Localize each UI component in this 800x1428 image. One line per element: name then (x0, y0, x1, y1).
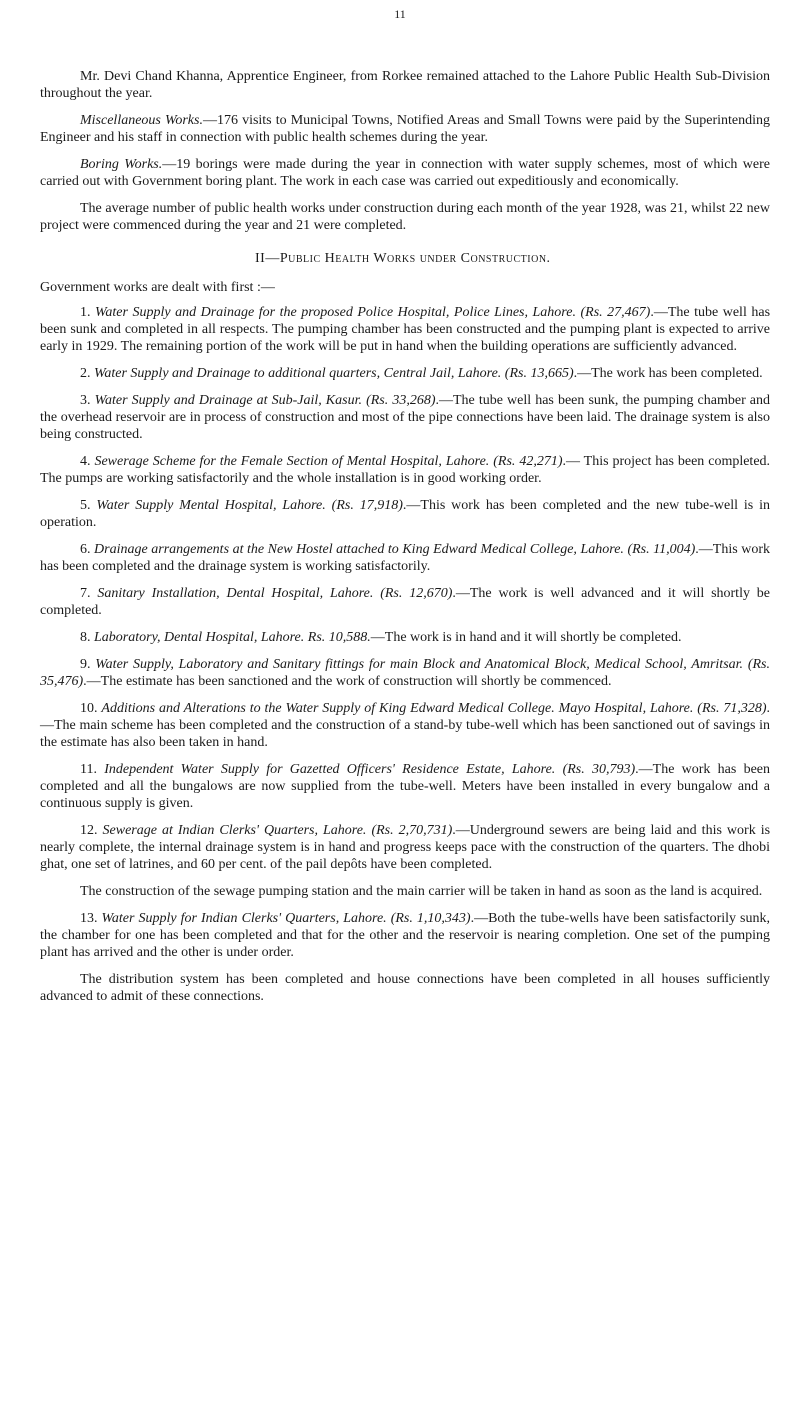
item-cost: (Rs. 71,328) (697, 701, 767, 716)
item-text: —The work is in hand and it will shortly be completed. (370, 630, 682, 645)
page-number: 11 (394, 7, 406, 21)
item-cost: (Rs. 27,467) (580, 305, 651, 320)
average-paragraph: The average number of public health works under construction during each month of the year 1928, was 21, whilst 22 new project were commenced during the year and 21 were completed. (40, 201, 770, 233)
item-cost: (Rs. 11,004) (627, 542, 696, 557)
item-title: Laboratory, Dental Hospital, Lahore. (94, 630, 305, 645)
item-title: Additions and Alterations to the Water Supply of King Edward Medical College. Mayo Hospital, Lahore. (101, 701, 694, 716)
work-item-5 (40, 497, 770, 531)
boring-works-paragraph (40, 156, 770, 190)
item-text: .—The work has been completed and all the bungalows are now supplied from the tube-well. Meters have been installed in every bungalow and a continuous supply is given. (40, 762, 771, 811)
item-cost: (Rs. 17,918) (331, 498, 403, 513)
item-text: .—The work is well advanced and it will shortly be completed. (40, 586, 771, 618)
item-cost: (Rs. 12,670) (380, 586, 453, 601)
item-number: 2. (80, 366, 91, 381)
work-item-12 (40, 822, 770, 873)
item-cost: (Rs. 33,268) (366, 393, 436, 408)
work-item-6 (40, 541, 770, 575)
item-title: Sewerage at Indian Clerks' Quarters, Lahore. (102, 823, 367, 838)
item-cost: (Rs. 2,70,731) (371, 823, 453, 838)
item-text: .—Both the tube-wells have been satisfactorily sunk, the chamber for one has been completed and that for the other and the reservoir is nearing completion. One set of the pumping plant has arrived and the other is under order. (40, 911, 771, 960)
work-item-10 (40, 700, 770, 751)
work-item-2 (40, 365, 770, 382)
work-item-4 (40, 453, 770, 487)
work-item-7 (40, 585, 770, 619)
item-text: .—Underground sewers are being laid and this work is nearly complete, the internal drainage system is in hand and progress keeps pace with the construction of the quarters. The dhobi ghat, one set of latrines, and 60 per cent. of the pail depôts have been completed. (40, 823, 771, 872)
item-text: .— This project has been completed. The pumps are working satisfactorily and the whole installation is in good working order. (40, 454, 771, 486)
item-number: 5. (80, 498, 91, 513)
misc-works-title: Miscellaneous Works. (80, 113, 203, 128)
item-number: 1. (80, 305, 91, 320)
item-title: Water Supply Mental Hospital, Lahore. (96, 498, 326, 513)
work-item-9 (40, 656, 770, 690)
work-item-13 (40, 910, 770, 961)
item-title: Water Supply, Laboratory and Sanitary fittings for main Block and Anatomical Block, Medical School, Amritsar. (95, 657, 744, 672)
final-paragraph: The distribution system has been completed and house connections have been completed in all houses sufficiently advanced to admit of these connections. (40, 972, 770, 1004)
item-title: Water Supply and Drainage for the proposed Police Hospital, Police Lines, Lahore. (95, 305, 576, 320)
item-title: Sanitary Installation, Dental Hospital, Lahore. (97, 586, 374, 601)
item-text: .—The estimate has been sanctioned and the work of construction will shortly be commenced. (83, 674, 612, 689)
item-cost: (Rs. 30,793) (562, 762, 636, 777)
gov-works-intro: Government works are dealt with first :— (40, 280, 275, 295)
work-item-8 (40, 629, 770, 646)
item-text: .—The tube well has been sunk and completed in all respects. The pumping chamber has been constructed and the pumping plant is expected to arrive early in 1929. The remaining portion of the work will be put in hand when the building operations are sufficiently advanced. (40, 305, 771, 354)
item-text: .—The tube well has been sunk, the pumping chamber and the overhead reservoir are in process of construction and most of the pipe connections have been laid. The drainage system is also being constructed. (40, 393, 771, 442)
work-item-1 (40, 304, 770, 355)
section-heading: II—Public Health Works under Construction. (255, 251, 551, 266)
item-title: Water Supply and Drainage at Sub-Jail, Kasur. (94, 393, 362, 408)
boring-works-title: Boring Works. (80, 157, 163, 172)
item-number: 10. (80, 701, 98, 716)
item-title: Water Supply and Drainage to additional quarters, Central Jail, Lahore. (94, 366, 502, 381)
item-cost: Rs. 10,588. (307, 630, 371, 645)
item-cost: (Rs. 1,10,343) (390, 911, 471, 926)
item-number: 3. (80, 393, 91, 408)
item-number: 13. (80, 911, 98, 926)
item-number: 7. (80, 586, 91, 601)
item-title: Drainage arrangements at the New Hostel attached to King Edward Medical College, Lahore. (94, 542, 624, 557)
item-cost: (Rs. 35,476) (40, 657, 771, 689)
item-number: 8. (80, 630, 91, 645)
item-text: .—The main scheme has been completed and the construction of a stand-by tube-well which has been sanctioned out of savings in the estimate has also been taken in hand. (40, 701, 770, 750)
item-number: 11. (80, 762, 97, 777)
item-text: .—This work has been completed and the new tube-well is in operation. (40, 498, 771, 530)
pumping-station-paragraph: The construction of the sewage pumping station and the main carrier will be taken in hand as soon as the land is acquired. (80, 884, 763, 899)
item-number: 9. (80, 657, 91, 672)
misc-works-text: —176 visits to Municipal Towns, Notified Areas and Small Towns were paid by the Superintending Engineer and his staff in connection with public health schemes during the year. (40, 113, 770, 145)
intro-paragraph: Mr. Devi Chand Khanna, Apprentice Engineer, from Rorkee remained attached to the Lahore Public Health Sub-Division throughout the year. (40, 69, 770, 101)
item-cost: (Rs. 13,665) (504, 366, 574, 381)
item-title: Independent Water Supply for Gazetted Officers' Residence Estate, Lahore. (104, 762, 556, 777)
item-number: 4. (80, 454, 91, 469)
item-title: Water Supply for Indian Clerks' Quarters, Lahore. (101, 911, 387, 926)
boring-works-text: —19 borings were made during the year in connection with water supply schemes, most of which were carried out with Government boring plant. The work in each case was carried out expeditiously and economically. (40, 157, 770, 189)
work-item-3 (40, 392, 770, 443)
misc-works-paragraph (40, 112, 770, 146)
item-cost: (Rs. 42,271) (493, 454, 563, 469)
work-item-11 (40, 761, 770, 812)
works-list (40, 304, 770, 1005)
item-text: .—The work has been completed. (573, 366, 763, 381)
item-number: 6. (80, 542, 91, 557)
item-title: Sewerage Scheme for the Female Section of Mental Hospital, Lahore. (94, 454, 490, 469)
item-text: .—This work has been completed and the drainage system is working satisfactorily. (40, 542, 770, 574)
item-number: 12. (80, 823, 98, 838)
